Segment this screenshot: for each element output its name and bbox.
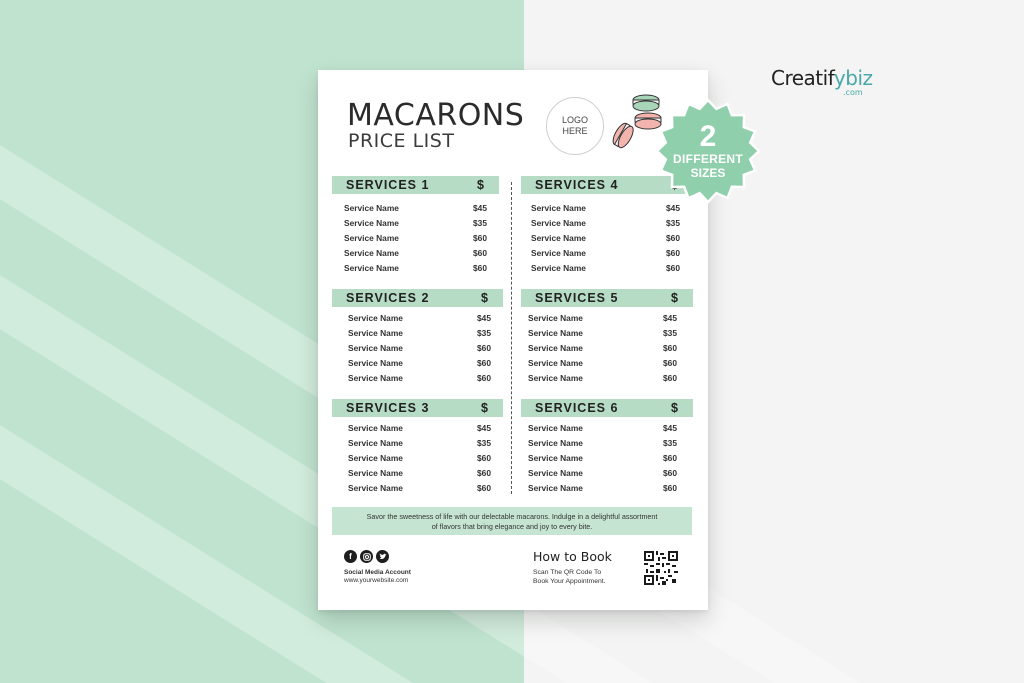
scan-instruction-line1: Scan The QR Code To: [533, 569, 602, 576]
logo-text-line1: LOGO: [561, 115, 588, 125]
price-row: [348, 328, 491, 338]
service-name: Service Name: [528, 483, 583, 493]
logo-text-line2: HERE: [562, 126, 588, 136]
price-row: [531, 233, 680, 243]
service-name: Service Name: [528, 423, 583, 433]
sizes-badge: [655, 98, 761, 204]
service-price: $60: [663, 343, 677, 353]
price-list-flyer: [318, 70, 708, 610]
section-header: [332, 399, 503, 417]
service-name: Service Name: [531, 233, 586, 243]
section-header: [332, 176, 499, 194]
price-row: [528, 328, 677, 338]
service-name: Service Name: [531, 218, 586, 228]
price-row: [531, 203, 680, 213]
twitter-icon: [376, 550, 389, 563]
service-name: Service Name: [344, 203, 399, 213]
service-name: Service Name: [528, 453, 583, 463]
service-price: $60: [477, 373, 491, 383]
service-price: $45: [477, 423, 491, 433]
service-name: Service Name: [528, 468, 583, 478]
service-name: Service Name: [528, 328, 583, 338]
service-name: Service Name: [344, 248, 399, 258]
section-currency: $: [481, 401, 489, 415]
price-row: [531, 248, 680, 258]
price-row: [348, 423, 491, 433]
service-price: $60: [666, 233, 680, 243]
how-to-book-heading: How to Book: [533, 549, 612, 564]
service-name: Service Name: [531, 203, 586, 213]
service-price: $60: [473, 263, 487, 273]
price-row: [348, 438, 491, 448]
service-price: $35: [477, 438, 491, 448]
section-title: SERVICES 2: [346, 291, 430, 305]
service-name: Service Name: [528, 373, 583, 383]
price-row: [344, 233, 487, 243]
flyer-title: MACARONS: [347, 98, 525, 133]
qr-code-icon: [644, 551, 678, 585]
column-divider: [511, 182, 512, 494]
section-currency: $: [671, 401, 679, 415]
service-name: Service Name: [348, 453, 403, 463]
description-note: [332, 507, 692, 535]
price-row: [344, 203, 487, 213]
website-text: www.yourwebsite.com: [344, 577, 409, 584]
service-name: Service Name: [344, 263, 399, 273]
section-title: SERVICES 5: [535, 291, 619, 305]
service-name: Service Name: [348, 373, 403, 383]
badge-line1: DIFFERENT: [672, 152, 744, 166]
price-row: [528, 313, 677, 323]
flyer-subtitle: PRICE LIST: [348, 130, 455, 152]
service-price: $35: [477, 328, 491, 338]
price-row: [528, 343, 677, 353]
scan-instruction-line2: Book Your Appointment.: [533, 578, 606, 585]
service-price: $45: [663, 423, 677, 433]
price-row: [528, 453, 677, 463]
price-row: [531, 263, 680, 273]
service-price: $60: [477, 358, 491, 368]
service-price: $60: [663, 373, 677, 383]
badge-line2: SIZES: [690, 166, 726, 180]
brand-name-end: biz: [845, 66, 873, 90]
price-row: [528, 468, 677, 478]
price-row: [531, 218, 680, 228]
section-currency: $: [481, 291, 489, 305]
service-price: $60: [477, 453, 491, 463]
instagram-icon: [360, 550, 373, 563]
price-row: [348, 313, 491, 323]
service-name: Service Name: [348, 483, 403, 493]
price-row: [344, 263, 487, 273]
price-row: [348, 358, 491, 368]
service-name: Service Name: [528, 358, 583, 368]
service-price: $60: [477, 468, 491, 478]
price-row: [528, 423, 677, 433]
service-name: Service Name: [531, 248, 586, 258]
badge-number: 2: [699, 120, 717, 153]
service-price: $35: [473, 218, 487, 228]
brand-logo: [771, 66, 873, 90]
section-header: [332, 289, 503, 307]
service-price: $60: [477, 483, 491, 493]
price-row: [528, 358, 677, 368]
social-media-label: Social Media Account: [344, 569, 411, 576]
service-price: $60: [663, 468, 677, 478]
facebook-icon: f: [344, 550, 357, 563]
service-price: $60: [473, 248, 487, 258]
service-price: $60: [663, 483, 677, 493]
service-price: $35: [663, 438, 677, 448]
price-row: [528, 373, 677, 383]
price-row: [348, 373, 491, 383]
service-name: Service Name: [348, 328, 403, 338]
service-name: Service Name: [348, 343, 403, 353]
service-price: $60: [477, 343, 491, 353]
service-name: Service Name: [531, 263, 586, 273]
section-currency: $: [671, 291, 679, 305]
service-name: Service Name: [348, 313, 403, 323]
price-row: [348, 468, 491, 478]
logo-placeholder: [546, 97, 604, 155]
service-name: Service Name: [348, 358, 403, 368]
service-price: $45: [663, 313, 677, 323]
service-price: $60: [666, 248, 680, 258]
section-header: [521, 289, 693, 307]
service-name: Service Name: [348, 423, 403, 433]
service-price: $60: [666, 263, 680, 273]
service-name: Service Name: [528, 313, 583, 323]
price-row: [528, 483, 677, 493]
service-name: Service Name: [528, 343, 583, 353]
price-row: [528, 438, 677, 448]
price-row: [348, 343, 491, 353]
service-name: Service Name: [344, 218, 399, 228]
service-price: $60: [663, 453, 677, 463]
service-price: $60: [473, 233, 487, 243]
service-price: $45: [477, 313, 491, 323]
note-line: of flavors that bring elegance and joy to every bite.: [431, 521, 593, 531]
note-line: Savor the sweetness of life with our delectable macarons. Indulge in a delightful assortment: [366, 512, 658, 521]
price-row: [344, 248, 487, 258]
service-price: $35: [666, 218, 680, 228]
section-title: SERVICES 3: [346, 401, 430, 415]
service-price: $60: [663, 358, 677, 368]
service-name: Service Name: [348, 438, 403, 448]
brand-domain: .com: [843, 88, 863, 97]
price-row: [348, 453, 491, 463]
service-price: $45: [666, 203, 680, 213]
service-price: $35: [663, 328, 677, 338]
service-price: $45: [473, 203, 487, 213]
price-row: [344, 218, 487, 228]
brand-name-accent: y: [833, 66, 846, 90]
social-icons: [344, 550, 389, 563]
section-title: SERVICES 6: [535, 401, 619, 415]
price-row: [348, 483, 491, 493]
service-name: Service Name: [528, 438, 583, 448]
section-title: SERVICES 4: [535, 178, 619, 192]
section-title: SERVICES 1: [346, 178, 430, 192]
section-header: [521, 399, 693, 417]
section-currency: $: [477, 178, 485, 192]
brand-name-main: Creatif: [771, 66, 834, 90]
service-name: Service Name: [348, 468, 403, 478]
service-name: Service Name: [344, 233, 399, 243]
